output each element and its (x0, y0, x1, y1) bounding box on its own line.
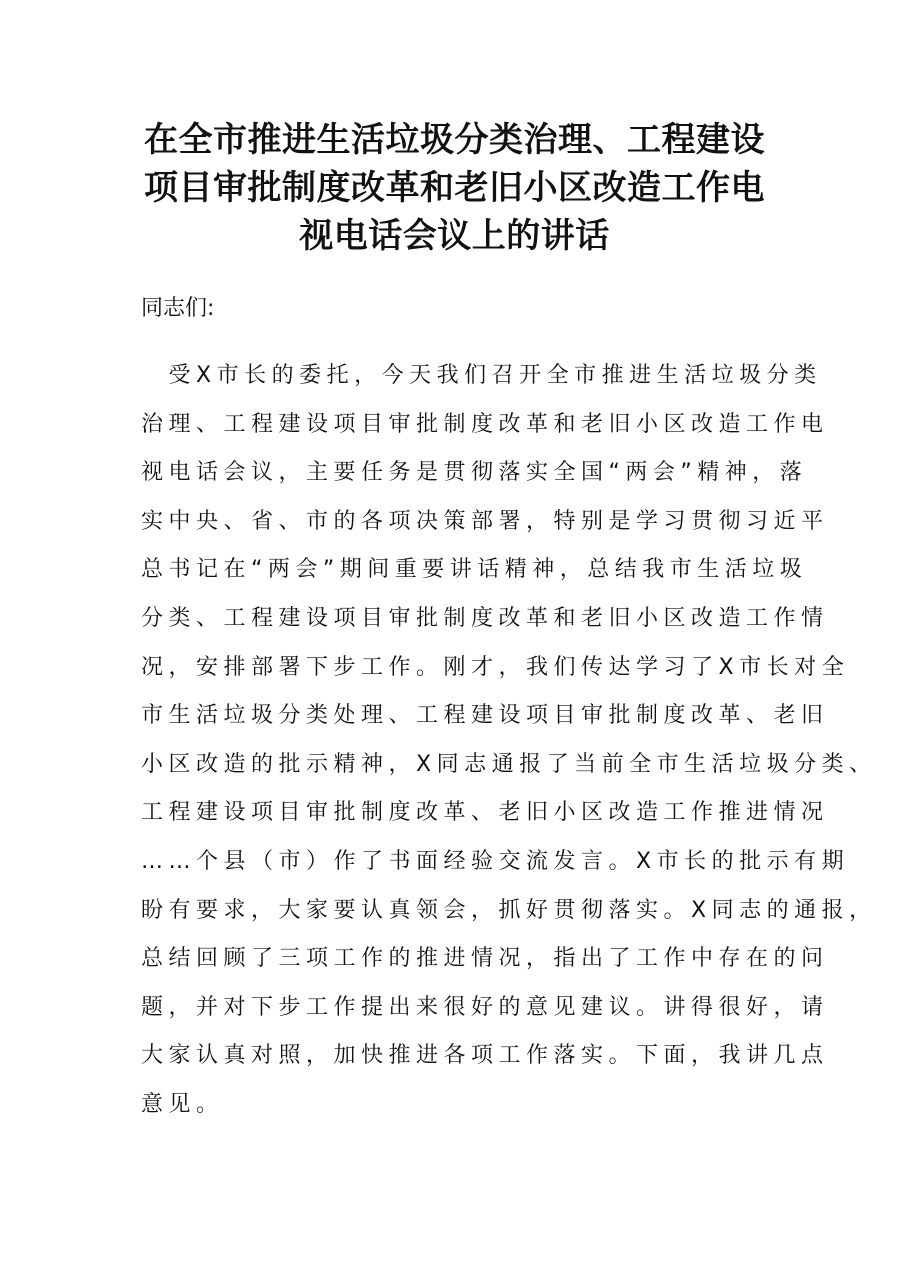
paragraph-line: 题，并对下步工作提出来很好的意见建议。讲得很好，请 (141, 994, 829, 1020)
paragraph-line: 总书记在“两会”期间重要讲话精神，总结我市生活垃圾 (141, 557, 808, 583)
title-line-3: 视电话会议上的讲话 (299, 216, 610, 256)
paragraph-line: 总结回顾了三项工作的推进情况，指出了工作中存在的问 (141, 946, 829, 972)
paragraph-line: 小区改造的批示精神，X同志通报了当前全市生活垃圾分类、 (141, 751, 877, 777)
paragraph-line: 视电话会议，主要任务是贯彻落实全国“两会”精神，落 (141, 460, 808, 486)
title-line-2: 项目审批制度改革和老旧小区改造工作电 (144, 168, 765, 208)
title-line-1: 在全市推进生活垃圾分类治理、工程建设 (144, 120, 765, 160)
paragraph-line: 盼有要求，大家要认真领会，抓好贯彻落实。X同志的通报， (141, 897, 877, 923)
document-title (110, 116, 799, 260)
paragraph-line: 况，安排部署下步工作。刚才，我们传达学习了X市长对全 (141, 654, 850, 680)
paragraph-line: ……个县（市）作了书面经验交流发言。X市长的批示有期 (141, 848, 850, 874)
salutation: 同志们: (141, 296, 215, 321)
paragraph-line: 受X市长的委托，今天我们召开全市推进生活垃圾分类 (141, 363, 822, 388)
paragraph-line: 大家认真对照，加快推进各项工作落实。下面，我讲几点 (141, 1043, 829, 1069)
paragraph-line: 治理、工程建设项目审批制度改革和老旧小区改造工作电 (141, 411, 829, 437)
paragraph-line: 实中央、省、市的各项决策部署，特别是学习贯彻习近平 (141, 508, 829, 534)
paragraph-line: 分类、工程建设项目审批制度改革和老旧小区改造工作情 (141, 605, 829, 631)
paragraph-line: 工程建设项目审批制度改革、老旧小区改造工作推进情况 (141, 800, 829, 826)
paragraph-line: 意见。 (141, 1091, 224, 1117)
body-paragraph (141, 352, 877, 1130)
paragraph-line: 市生活垃圾分类处理、工程建设项目审批制度改革、老旧 (141, 703, 829, 729)
